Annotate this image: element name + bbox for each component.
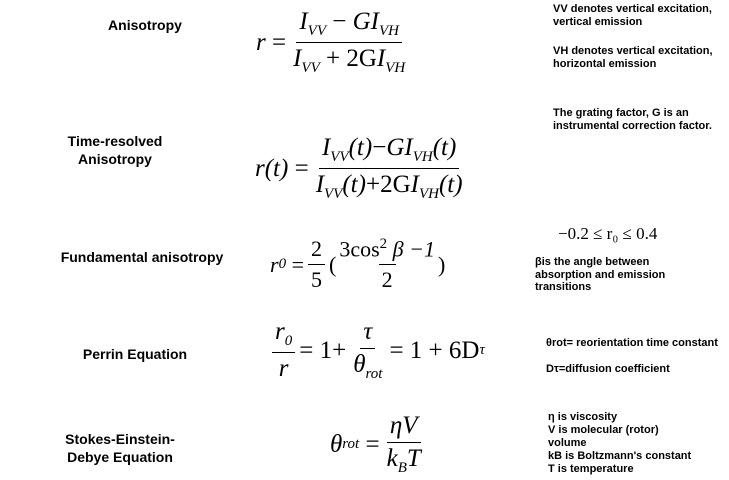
equation-term: VH bbox=[418, 186, 439, 202]
equation-term: I bbox=[293, 45, 302, 72]
equation-term: (t) bbox=[438, 171, 463, 198]
label-fundamental-anisotropy: Fundamental anisotropy bbox=[60, 249, 224, 265]
equation-term: I bbox=[299, 8, 308, 35]
equation-term: (t) bbox=[432, 134, 457, 161]
equation-term: = bbox=[299, 336, 314, 364]
note-vv: VV denotes vertical excitation, vertical emission bbox=[553, 3, 712, 28]
equation-term: 0 bbox=[278, 256, 287, 273]
equation-term: r bbox=[275, 318, 285, 345]
eq-symbol: = bbox=[271, 28, 287, 56]
stokes-einstein-debye-equation bbox=[330, 412, 428, 477]
equation-term: − bbox=[372, 134, 387, 161]
equation-term: G bbox=[386, 134, 405, 161]
equation-term: I bbox=[404, 134, 413, 161]
perrin-equation bbox=[268, 318, 485, 383]
note-grating-factor: The grating factor, G is an instrumental correction factor. bbox=[553, 107, 712, 132]
equation-term: θ bbox=[353, 351, 366, 378]
equation-term: T bbox=[406, 445, 421, 472]
equation-term: 2 bbox=[308, 236, 325, 265]
note-vh: VH denotes vertical excitation, horizontal emission bbox=[553, 45, 713, 70]
equation-term: VH bbox=[412, 149, 433, 165]
note-viscosity: η is viscosity bbox=[548, 411, 618, 423]
equation-term: 2G bbox=[380, 171, 411, 198]
equation-term: I bbox=[315, 171, 325, 198]
equation-term: B bbox=[397, 460, 407, 476]
equation-term: G bbox=[352, 8, 371, 35]
equation-term: = bbox=[294, 154, 309, 182]
equation-term: I bbox=[376, 45, 386, 72]
equation-term: VH bbox=[385, 60, 406, 76]
equation-term: VH bbox=[379, 23, 399, 39]
equation-term: 2 bbox=[379, 264, 396, 293]
equation-term: = bbox=[291, 251, 304, 277]
equation-term: ) bbox=[437, 251, 446, 277]
equation-term: θ bbox=[330, 430, 343, 458]
equation-term: (t) bbox=[348, 134, 373, 161]
fundamental-anisotropy-equation bbox=[270, 236, 445, 293]
equation-term: = bbox=[365, 430, 380, 458]
note-beta: βis the angle between absorption and emission transitions bbox=[535, 256, 666, 293]
equation-term: = bbox=[389, 336, 404, 364]
anisotropy-range: −0.2 ≤ r₀ ≤ 0.4 bbox=[558, 224, 658, 243]
anisotropy-equation bbox=[256, 8, 412, 77]
equation-term: k bbox=[386, 445, 398, 472]
note-theta-rot: θrot= reorientation time constant bbox=[546, 337, 718, 349]
fraction bbox=[290, 8, 408, 77]
equation-term: 2 bbox=[379, 236, 388, 252]
label-anisotropy: Anisotropy bbox=[108, 17, 182, 33]
equation-term: 5 bbox=[310, 267, 322, 293]
equation-term: 0 bbox=[284, 333, 293, 349]
label-perrin-equation: Perrin Equation bbox=[82, 346, 188, 362]
equation-term: VV bbox=[324, 186, 343, 202]
note-temperature: T is temperature bbox=[548, 463, 634, 475]
equation-term: (t) bbox=[342, 171, 366, 198]
fraction bbox=[313, 134, 466, 203]
equation-term: r(t) bbox=[255, 154, 289, 182]
equation-term: 1 + 6D bbox=[409, 336, 480, 364]
equation-term: I bbox=[370, 8, 379, 35]
equation-term: ηV bbox=[387, 412, 421, 443]
equation-term: rot bbox=[342, 436, 360, 452]
note-boltzmann: kB is Boltzmann's constant bbox=[548, 450, 692, 462]
label-time-resolved-anisotropy: Time-resolved Anisotropy bbox=[67, 133, 163, 167]
equation-term: 2G bbox=[346, 45, 377, 72]
note-diffusion: Dτ=diffusion coefficient bbox=[546, 363, 670, 375]
equation-term: 1+ bbox=[319, 336, 347, 364]
equation-term: VV bbox=[301, 60, 320, 76]
equation-term: rot bbox=[365, 366, 383, 382]
equation-term: + bbox=[326, 45, 341, 72]
equation-term: I bbox=[321, 134, 331, 161]
eq-symbol: r bbox=[256, 28, 266, 56]
equation-term: r bbox=[278, 355, 289, 382]
equation-term: τ bbox=[479, 342, 485, 358]
note-volume: V is molecular (rotor) volume bbox=[548, 424, 659, 449]
equation-term: VV bbox=[330, 149, 349, 165]
equation-term: 3cos bbox=[339, 236, 380, 262]
equation-term: + bbox=[365, 171, 381, 198]
equation-term: − bbox=[332, 8, 347, 35]
equation-term: τ bbox=[360, 318, 375, 349]
equation-term: I bbox=[410, 171, 419, 198]
time-resolved-anisotropy-equation bbox=[255, 134, 470, 203]
equation-term: β −1 bbox=[392, 236, 435, 262]
equation-term: r bbox=[270, 251, 279, 277]
equation-term: VV bbox=[307, 23, 326, 39]
equation-term: ( bbox=[328, 251, 337, 277]
label-stokes-einstein-debye: Stokes-Einstein-Debye Equation bbox=[65, 431, 175, 465]
